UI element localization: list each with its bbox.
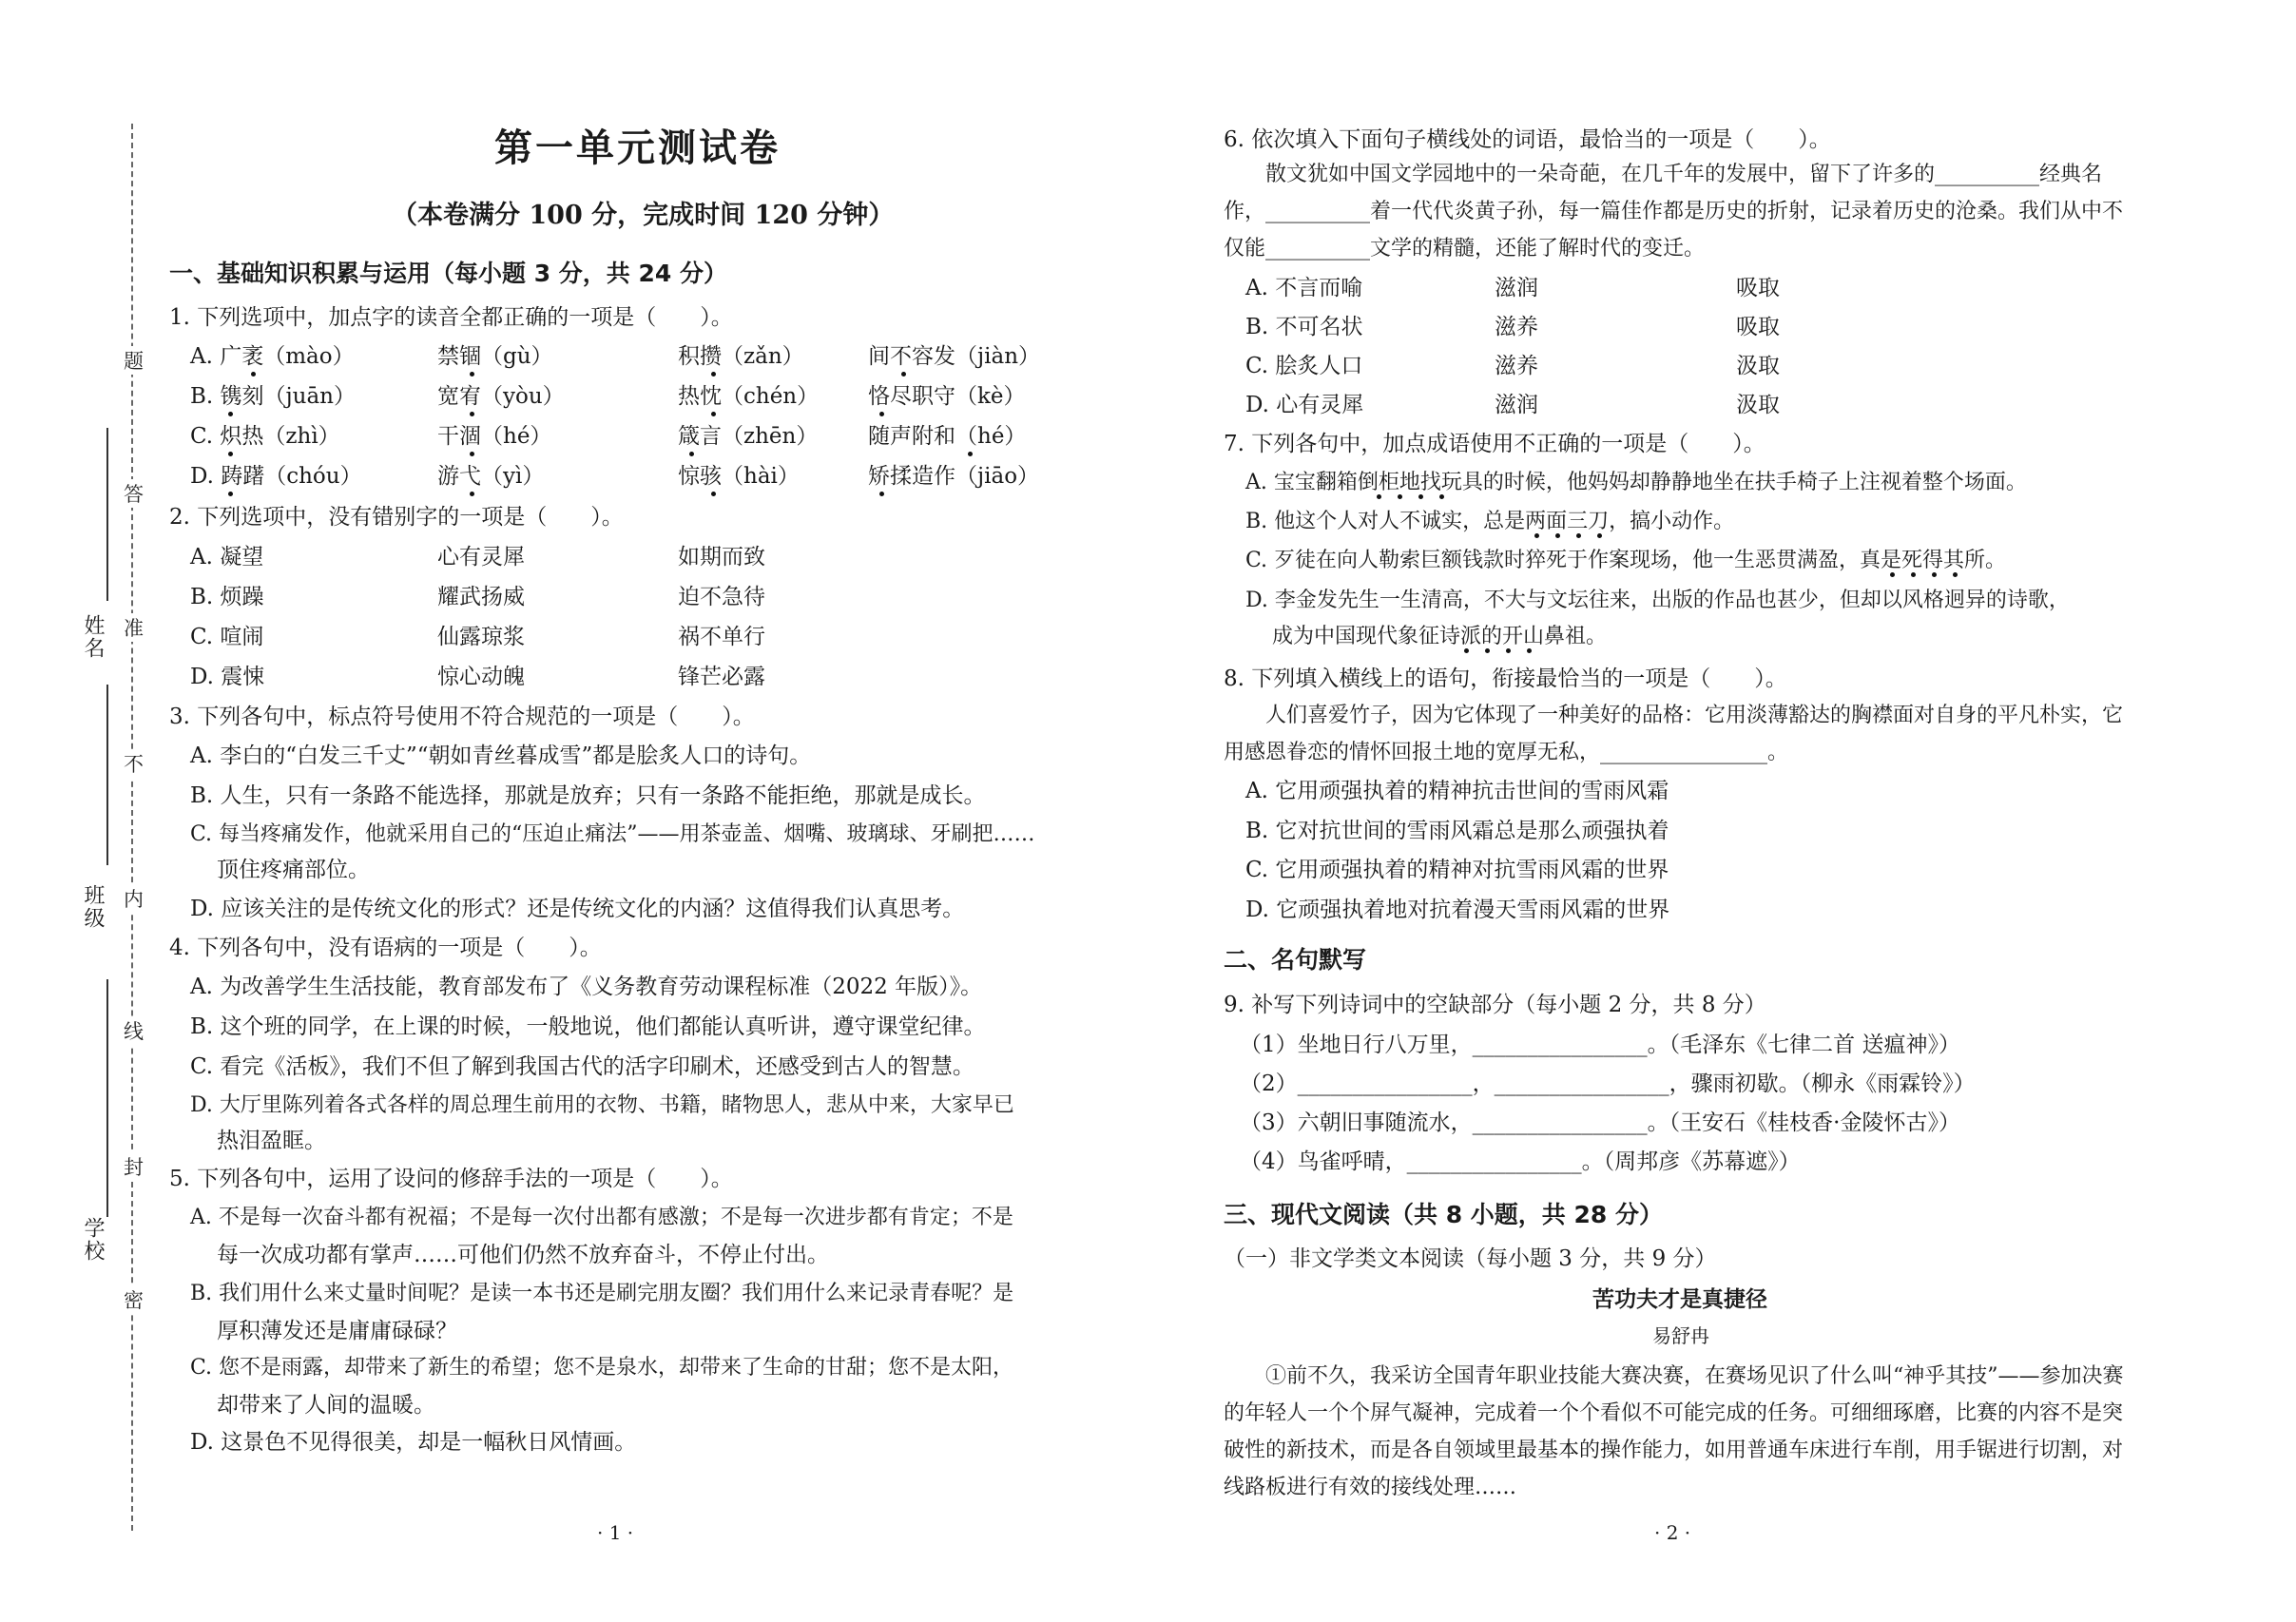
option-a: A. 宝宝翻箱倒柜地找玩具的时候，他妈妈却静静地坐在扶手椅子上注视着整个场面。 — [1245, 471, 2027, 494]
option-cell: D. 震悚 — [190, 665, 265, 689]
fill-line: （4）鸟雀呼晴，________________。（周邦彦《苏幕遮》） — [1240, 1149, 1801, 1174]
margin-char: 准 — [124, 613, 144, 642]
question-stem: 8. 下列填入横线上的语句，衔接最恰当的一项是（ ）。 — [1224, 666, 1787, 691]
option-cell: B. 烦躁 — [190, 585, 264, 609]
emphasis-dot — [879, 492, 884, 496]
option-cell: D. 踌躇（chóu） — [190, 464, 362, 489]
margin-char: 封 — [124, 1152, 144, 1181]
option-cell: 锋芒必露 — [678, 665, 765, 689]
option-cell: 恪尽职守（kè） — [868, 384, 1026, 409]
question-stem: 1. 下列选项中，加点字的读音全都正确的一项是（ ）。 — [169, 305, 733, 330]
question-stem: 4. 下列各句中，没有语病的一项是（ ）。 — [169, 936, 602, 960]
name-label: 姓名 — [81, 614, 105, 660]
option-a: A. 李白的“白发三千丈”“朝如青丝暮成雪”都是脍炙人口的诗句。 — [190, 743, 812, 768]
emphasis-dot — [1953, 572, 1958, 577]
option-cell: B. 不可名状 — [1245, 315, 1363, 339]
emphasis-dot — [470, 412, 474, 416]
school-label: 学校 — [81, 1217, 105, 1263]
fill-line: （3）六朝旧事随流水，________________。（王安石《桂枝香·金陵怀古》） — [1240, 1110, 1960, 1135]
option-cell: 吸取 — [1736, 315, 1780, 339]
page-title: 第一单元测试卷 — [494, 126, 781, 170]
option-b: B. 人生，只有一条路不能选择，那就是放弃；只有一条路不能拒绝，那就是成长。 — [190, 783, 986, 808]
emphasis-dot — [1418, 494, 1423, 499]
emphasis-dot — [1890, 572, 1895, 577]
option-c: C. 每当疼痛发作，他就采用自己的“压迫止痛法”——用茶壶盖、烟嘴、玻璃球、牙刷把…… — [190, 822, 1035, 846]
subsection-heading: （一）非文学类文本阅读（每小题 3 分，共 9 分） — [1224, 1246, 1717, 1271]
option-cell: 矫揉造作（jiāo） — [868, 464, 1040, 489]
option-cell: D. 心有灵犀 — [1245, 393, 1364, 417]
section-heading: 二、名句默写 — [1224, 946, 1367, 974]
option-cell: 迫不急待 — [678, 585, 765, 609]
option-d: D. 这景色不见得很美，却是一幅秋日风情画。 — [190, 1430, 637, 1455]
option-cell: 滋养 — [1495, 315, 1538, 339]
section-heading: 一、基础知识积累与运用（每小题 3 分，共 24 分） — [169, 260, 728, 287]
page-subtitle: （本卷满分 100 分，完成时间 120 分钟） — [392, 201, 895, 230]
question-stem: 9. 补写下列诗词中的空缺部分（每小题 2 分，共 8 分） — [1224, 993, 1766, 1017]
page-number: · 1 · — [597, 1521, 634, 1544]
class-label: 班级 — [81, 884, 105, 930]
option-cell: A. 不言而喻 — [1245, 276, 1363, 300]
emphasis-dot — [1527, 648, 1532, 653]
option-cell: 惊心动魄 — [437, 665, 525, 689]
emphasis-dot — [901, 372, 906, 377]
emphasis-dot — [470, 452, 474, 456]
option-cell: 汲取 — [1736, 354, 1780, 378]
option-cell: 热忱（chén） — [678, 384, 820, 409]
option-c-continued: 顶住疼痛部位。 — [217, 858, 370, 882]
emphasis-dot — [228, 412, 233, 416]
option-cell: 惊骇（hài） — [678, 464, 800, 489]
emphasis-dot — [711, 412, 716, 416]
emphasis-dot — [1485, 648, 1490, 653]
option-cell: 仙露琼浆 — [437, 625, 525, 649]
option-cell: 禁锢（gù） — [437, 344, 553, 369]
emphasis-dot — [470, 492, 474, 496]
question-passage: 散文犹如中国文学园地中的一朵奇葩，在几千年的发展中，留下了许多的__________经典名作，__________着一代代炎黄子孙，每一篇佳作都是历史的折射，记录着历史的沧桑。我们从中不仅能__________文学的精髓，还能了解时代的变迁。 — [1224, 163, 2124, 261]
section-heading: 三、现代文阅读（共 8 小题，共 28 分） — [1224, 1201, 1664, 1228]
article-title: 苦功夫才是真捷径 — [1592, 1287, 1767, 1312]
option-b: B. 他这个人对人不诚实，总是两面三刀，搞小动作。 — [1245, 510, 1735, 533]
emphasis-dot — [470, 372, 474, 377]
question-stem: 6. 依次填入下面句子横线处的词语，最恰当的一项是（ ）。 — [1224, 127, 1831, 152]
emphasis-dot — [1506, 648, 1511, 653]
option-b: B. 我们用什么来丈量时间呢？是读一本书还是刷完朋友圈？我们用什么来记录青春呢？是 — [190, 1282, 1014, 1305]
question-stem: 3. 下列各句中，标点符号使用不符合规范的一项是（ ）。 — [169, 705, 755, 729]
emphasis-dot — [1597, 533, 1602, 538]
option-cell: 耀武扬威 — [437, 585, 525, 609]
option-cell: 随声附和（hé） — [868, 424, 1027, 449]
school-blank-line — [106, 979, 108, 1217]
option-b: B. 这个班的同学，在上课的时候，一般地说，他们都能认真听讲，遵守课堂纪律。 — [190, 1014, 986, 1039]
option-d-continued: 热泪盈眶。 — [217, 1129, 326, 1153]
binding-dashed-line — [131, 124, 133, 1531]
option-cell: 积攒（zǎn） — [678, 344, 804, 369]
emphasis-dot — [1398, 494, 1402, 499]
question-passage: 人们喜爱竹子，因为它体现了一种美好的品格：它用淡薄豁达的胸襟面对自身的平凡朴实，它用感恩眷恋的情怀回报土地的宽厚无私，________________。 — [1224, 704, 2124, 764]
emphasis-dot — [1464, 648, 1469, 653]
margin-char: 题 — [124, 346, 144, 375]
option-cell: 吸取 — [1736, 276, 1780, 300]
option-c: C. 看完《活板》，我们不但了解到我国古代的活字印刷术，还感受到古人的智慧。 — [190, 1054, 974, 1079]
option-a-continued: 每一次成功都有掌声……可他们仍然不放弃奋斗，不停止付出。 — [217, 1243, 829, 1267]
emphasis-dot — [1576, 533, 1581, 538]
option-c: C. 歹徒在向人勒索巨额钱款时猝死于作案现场，他一生恶贯满盈，真是死得其所。 — [1245, 549, 2007, 572]
name-blank-line — [106, 428, 108, 601]
option-cell: C. 脍炙人口 — [1245, 354, 1363, 378]
option-d: D. 它顽强执着地对抗着漫天雪雨风霜的世界 — [1245, 898, 1670, 922]
emphasis-dot — [1911, 572, 1916, 577]
emphasis-dot — [228, 492, 233, 496]
option-c: C. 它用顽强执着的精神对抗雪雨风霜的世界 — [1245, 858, 1669, 882]
option-cell: C. 喧闹 — [190, 625, 264, 649]
emphasis-dot — [228, 452, 233, 456]
emphasis-dot — [711, 492, 716, 496]
option-cell: 间不容发（jiàn） — [868, 344, 1041, 369]
emphasis-dot — [1439, 494, 1444, 499]
emphasis-dot — [689, 452, 694, 456]
option-cell: A. 凝望 — [190, 545, 264, 570]
option-cell: 干涸（hé） — [437, 424, 552, 449]
class-blank-line — [106, 685, 108, 865]
emphasis-dot — [1377, 494, 1381, 499]
option-d: D. 应该关注的是传统文化的形式？还是传统文化的内涵？这值得我们认真思考。 — [190, 897, 965, 921]
margin-char: 线 — [124, 1016, 144, 1045]
option-cell: 如期而致 — [678, 545, 765, 570]
emphasis-dot — [251, 372, 256, 377]
margin-char: 内 — [124, 884, 144, 913]
article-paragraph: ①前不久，我采访全国青年职业技能大赛决赛，在赛场见识了什么叫“神乎其技”——参加决赛的年轻人一个个屏气凝神，完成着一个个看似不可能完成的任务。可细细琢磨，比赛的内容不是突破性的新技术，而是各自领域里最基本的操作能力，如用普通车床进行车削，用手锯进行切割，对线路板进行有效的接线处理…… — [1224, 1364, 2124, 1499]
emphasis-dot — [1555, 533, 1560, 538]
option-c: C. 您不是雨露，却带来了新生的希望；您不是泉水，却带来了生命的甘甜；您不是太阳， — [190, 1356, 1014, 1380]
option-cell: B. 镌刻（juān） — [190, 384, 356, 409]
emphasis-dot — [1932, 572, 1937, 577]
option-d: D. 李金发先生一生清高，不大与文坛往来，出版的作品也甚少，但却以风格迥异的诗歌， — [1245, 589, 2070, 612]
option-cell: 汲取 — [1736, 393, 1780, 417]
margin-char: 答 — [124, 479, 144, 508]
emphasis-dot — [879, 412, 884, 416]
fill-line: （1）坐地日行八万里，________________。（毛泽东《七律二首 送瘟神》） — [1240, 1033, 1960, 1057]
emphasis-dot — [968, 452, 973, 456]
fill-line: （2）________________，________________，骤雨初歇。（柳永《雨霖铃》） — [1240, 1072, 1976, 1096]
option-d-continued: 成为中国现代象征诗派的开山鼻祖。 — [1272, 625, 1608, 648]
option-cell: 心有灵犀 — [437, 545, 525, 570]
margin-char: 不 — [124, 749, 144, 778]
option-cell: 滋养 — [1495, 354, 1538, 378]
article-author: 易舒冉 — [1652, 1324, 1709, 1347]
emphasis-dot — [1534, 533, 1539, 538]
emphasis-dot — [711, 372, 716, 377]
option-cell: A. 广袤（mào） — [190, 344, 355, 369]
option-c-continued: 却带来了人间的温暖。 — [217, 1393, 435, 1418]
option-b-continued: 厚积薄发还是庸庸碌碌？ — [217, 1319, 457, 1343]
page-number: · 2 · — [1654, 1521, 1691, 1544]
option-a: A. 它用顽强执着的精神抗击世间的雪雨风霜 — [1245, 779, 1669, 803]
option-cell: 箴言（zhēn） — [678, 424, 819, 449]
question-stem: 5. 下列各句中，运用了设问的修辞手法的一项是（ ）。 — [169, 1167, 733, 1191]
option-cell: 滋润 — [1495, 393, 1538, 417]
option-b: B. 它对抗世间的雪雨风霜总是那么顽强执着 — [1245, 819, 1669, 843]
option-cell: 游弋（yì） — [437, 464, 545, 489]
option-cell: C. 炽热（zhì） — [190, 424, 340, 449]
option-cell: 宽宥（yòu） — [437, 384, 565, 409]
margin-char: 密 — [124, 1285, 144, 1314]
option-a: A. 为改善学生生活技能，教育部发布了《义务教育劳动课程标准（2022 年版）》。 — [190, 975, 983, 999]
question-stem: 2. 下列选项中，没有错别字的一项是（ ）。 — [169, 505, 624, 530]
question-stem: 7. 下列各句中，加点成语使用不正确的一项是（ ）。 — [1224, 432, 1765, 456]
option-a: A. 不是每一次奋斗都有祝福；不是每一次付出都有感激；不是每一次进步都有肯定；不是 — [190, 1206, 1013, 1229]
option-cell: 滋润 — [1495, 276, 1538, 300]
option-d: D. 大厅里陈列着各式各样的周总理生前用的衣物、书籍，睹物思人，悲从中来，大家早已 — [190, 1093, 1014, 1117]
option-cell: 祸不单行 — [678, 625, 765, 649]
